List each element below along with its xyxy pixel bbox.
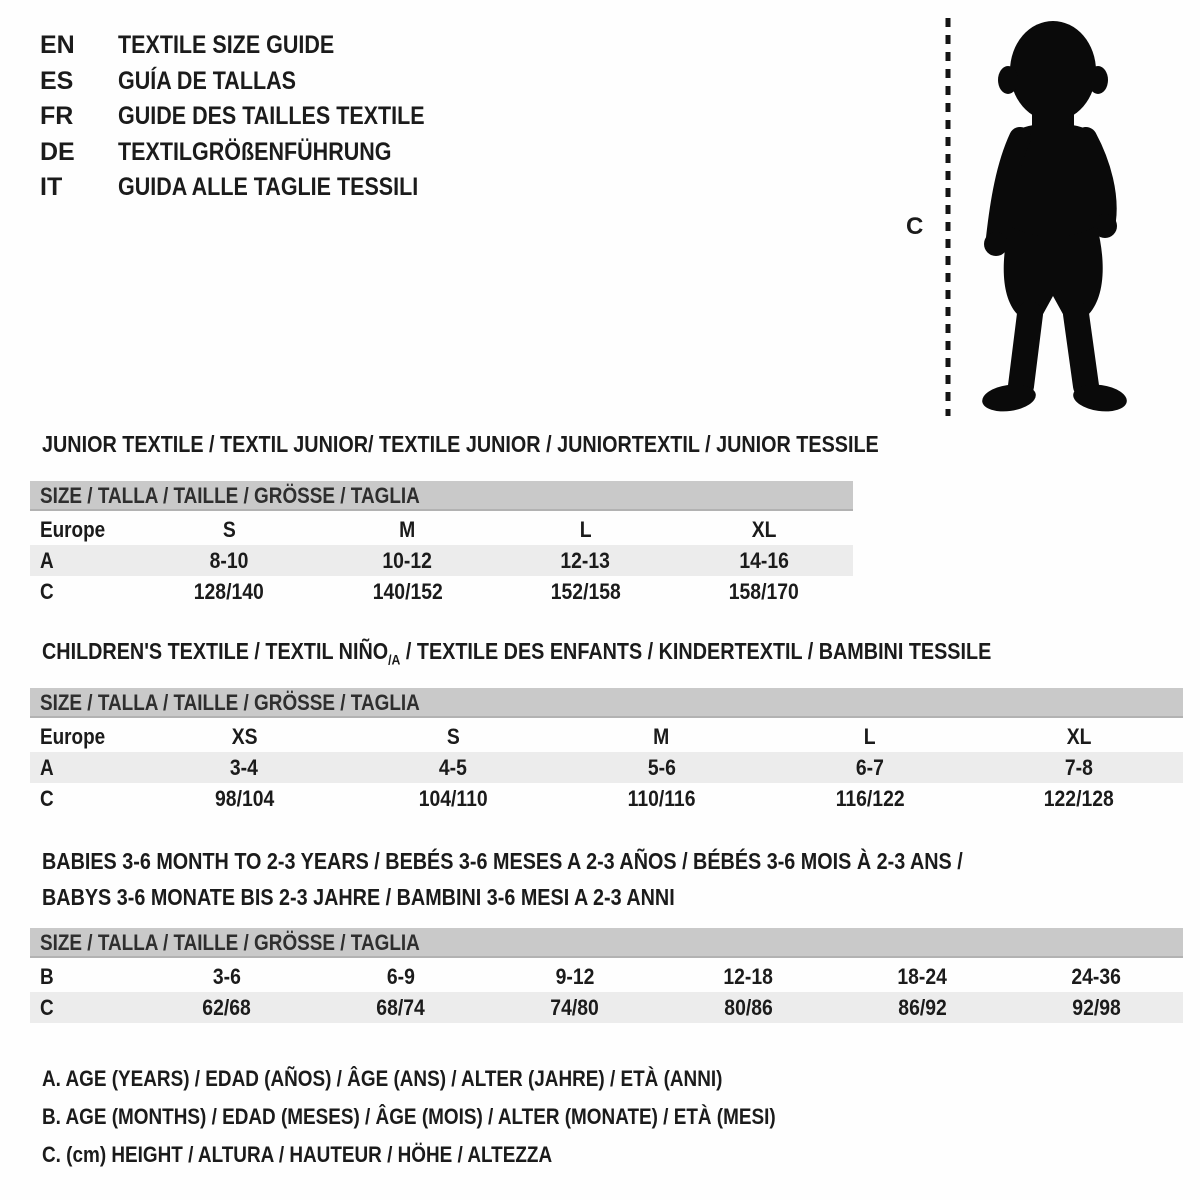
row-label: A — [40, 548, 54, 573]
lang-title: GUÍA DE TALLAS — [118, 66, 296, 95]
row-label: Europe — [40, 724, 106, 749]
lang-title: GUIDE DES TAILLES TEXTILE — [118, 102, 425, 130]
babies-section-title: BABIES 3-6 MONTH TO 2-3 YEARS / BEBÉS 3-6 MESES A 2-3 AÑOS / BÉBÉS 3-6 MOIS À 2-3 ANS / BABYS 3-6 MONATE BIS 2-3 JAHRE / BAMBINI 3-6 MESI A 2-3 ANNI — [42, 848, 963, 910]
language-title-list — [40, 28, 475, 206]
table-row-height: C 62/68 68/74 74/80 80/86 86/92 92/98 — [30, 992, 1183, 1023]
children-section-title: CHILDREN'S TEXTILE / TEXTIL $NIÑO_{/A}$ / TEXTILE DES ENFANTS / KINDERTEXTIL / BAMBINI TESSILE — [42, 638, 992, 669]
lang-row-de — [40, 135, 475, 171]
table-row-columns: Europe S M L XL — [30, 514, 853, 545]
lang-code: IT — [40, 173, 63, 201]
row-label: C — [40, 786, 54, 811]
table-row-height: C 128/140 140/152 152/158 158/170 — [30, 576, 853, 607]
lang-row-it — [40, 170, 475, 206]
junior-size-table — [30, 481, 853, 607]
height-measure-line — [944, 16, 952, 418]
height-measure-label: C — [906, 213, 924, 240]
lang-row-es — [40, 64, 475, 100]
size-header-bar: SIZE / TALLA / TAILLE / GRÖSSE / TAGLIA — [30, 481, 853, 511]
row-label: Europe — [40, 517, 106, 542]
size-header-bar: SIZE / TALLA / TAILLE / GRÖSSE / TAGLIA — [30, 688, 1183, 718]
lang-code: FR — [40, 102, 74, 130]
row-label: C — [40, 995, 54, 1020]
children-size-table — [30, 688, 1183, 814]
lang-title: TEXTILGRÖßENFÜHRUNG — [118, 137, 392, 166]
table-row-age: A 8-10 10-12 12-13 14-16 — [30, 545, 853, 576]
junior-section-title: JUNIOR TEXTILE / TEXTIL JUNIOR/ TEXTILE JUNIOR / JUNIORTEXTIL / JUNIOR TESSILE — [42, 431, 879, 457]
lang-title: TEXTILE SIZE GUIDE — [118, 31, 335, 59]
lang-code: DE — [40, 137, 75, 166]
lang-row-en — [40, 28, 475, 64]
toddler-silhouette — [962, 14, 1140, 418]
legend-age-months: B. AGE (MONTHS) / EDAD (MESES) / ÂGE (MOIS) / ALTER (MONATE) / ETÀ (MESI) — [42, 1104, 776, 1129]
size-header-bar: SIZE / TALLA / TAILLE / GRÖSSE / TAGLIA — [30, 928, 1183, 958]
table-row-months: B 3-6 6-9 9-12 12-18 18-24 24-36 — [30, 961, 1183, 992]
row-label: C — [40, 579, 54, 604]
legend-height-cm: C. (cm) HEIGHT / ALTURA / HAUTEUR / HÖHE / ALTEZZA — [42, 1142, 553, 1167]
lang-code: ES — [40, 66, 74, 95]
measure-legend — [42, 1060, 895, 1174]
babies-size-table — [30, 928, 1183, 1023]
lang-code: EN — [40, 31, 75, 59]
table-row-height: C 98/104 104/110 110/116 116/122 122/128 — [30, 783, 1183, 814]
lang-title: GUIDA ALLE TAGLIE TESSILI — [118, 173, 419, 201]
row-label: A — [40, 755, 54, 780]
nino-a-subscript: /A — [388, 652, 401, 669]
row-label: B — [40, 964, 54, 989]
lang-row-fr — [40, 99, 475, 135]
table-row-age: A 3-4 4-5 5-6 6-7 7-8 — [30, 752, 1183, 783]
legend-age-years: A. AGE (YEARS) / EDAD (AÑOS) / ÂGE (ANS) / ALTER (JAHRE) / ETÀ (ANNI) — [42, 1066, 723, 1091]
table-row-columns: Europe XS S M L XL — [30, 721, 1183, 752]
